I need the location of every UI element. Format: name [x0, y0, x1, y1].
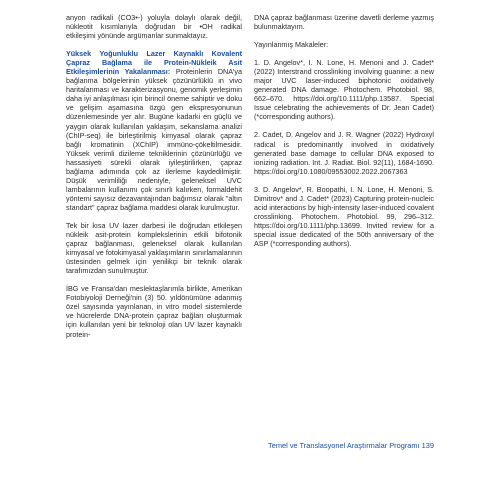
publication-item: 1. D. Angelov*, I. N. Lone, H. Menoni and J. Cadet* (2022) Interstrand crosslinking involving guanine: a new major UVC laser-induced biphotonic oxidatively generated DNA damage. Photochem. Photobiol. 98, 662–670. https://doi.org/10.1111/php.13587. Special Issue celebrating the achievements of Dr. Jean Cadet) (*corresponding authors).: [254, 58, 434, 122]
publications-title: Yayınlanmış Makaleler:: [254, 40, 329, 50]
section-heading: Yüksek Yoğunluklu Lazer Kaynaklı Kovalent Çapraz Bağlama ile Protein-Nükleik Asit Etkileşimlerinin Yakalanması:: [66, 49, 242, 77]
paragraph-laser-crosslinking: [66, 49, 242, 212]
paragraph-review: DNA çapraz bağlanması üzerine davetli derleme yazmış bulunmaktayım.: [254, 13, 434, 32]
publication-item: 2. Cadet, D. Angelov and J. R. Wagner (2022) Hydroxyl radical is predominantly involved in oxidatively generated base damage to cellular DNA exposed to ionizing radiation. Int. J. Radiat. Biol. 92(11), 1684-1690. https://doi.org/10.1080/09553002.2022.2067363: [254, 130, 434, 176]
publication-item: 3. D. Angelov*, R. Boopathi, I. N. Lone, H. Menoni, S. Dimitrov* and J. Cadet* (2023) Capturing protein-nucleic acid interactions by high-intensity laser-induced covalent crosslinking. Photochem. Photobiol. 99, 296–312. https://doi.org/10.1111/php.13699. Invited review for a special issue dedicated of the 50th anniversary of the ASP (*corresponding authors).: [254, 184, 434, 248]
page-footer: Temel ve Translasyonel Araştırmalar Programı 139: [268, 441, 434, 450]
section-body: Proteinlerin DNA'ya bağlanma bölgelerinin yüksek çözünürlüklü in vivo haritalanması ve karakterizasyonu, genomik yerleşimin daha iyi anlaşılması için birincil öneme sahiptir ve doku ve gelişim aşamasına özgü gen ekspresyonunun düzenlemesinde yer alır. Bugüne kadarki en güçlü ve yaygın olarak kullanılan yaklaşım, sekanslama analizi (ChIP-seq) ile birleştirilmiş kimyasal olarak çapraz bağlı kromatinin (XChIP) immüno-çökeltilmesidir. Yüksek verimli dizileme tekniklerinin çözünürlüğü ve hassasiyeti sürekli olarak iyileştirilirken, çapraz bağlama adımında çok az ilerleme kaydedilmiştir. Düşük verimliliği nedeniyle, geleneksel UVC lambalarının kullanımı çok sınırlı kalırken, formaldehit yöntemi sayısız dezavantajından bağımsız olarak "altın standart" çapraz bağlama maddesi olarak kurulmuştur.: [66, 67, 243, 212]
paragraph-technique: Tek bir kısa UV lazer darbesi ile doğrudan etkileşen nükleik asit-protein komplekslerinin etkili bifotonik çapraz bağlanması, geleneksel olarak kullanılan kimyasal ve fotokimyasal yaklaşımların sınırlamalarının üstesinden gelmek için yenilikçi bir teknik olarak tarafımızdan sunulmuştur.: [66, 220, 242, 276]
right-column: [254, 13, 434, 257]
paragraph-intro: anyon radikali (CO3•-) yoluyla dolaylı olarak değil, nükleotit kısımlarıyla doğrudan bir •OH radikal etkileşimi yönünde argümanlar sunmaktayız.: [66, 13, 242, 41]
paragraph-collaboration: İBG ve Fransa'dan meslektaşlarımla birlikte, Amerikan Fotobiyoloji Derneği'nin (3) 50. yıldönümüne adanmış özel sayısında yayınlanan, in vitro model sistemlerde ve hücrelerde DNA-protein çapraz bağları oluşturmak için kullanılan yeni bir teknoloji olan UV lazer kaynaklı protein-: [66, 284, 242, 339]
left-column: [66, 13, 242, 348]
